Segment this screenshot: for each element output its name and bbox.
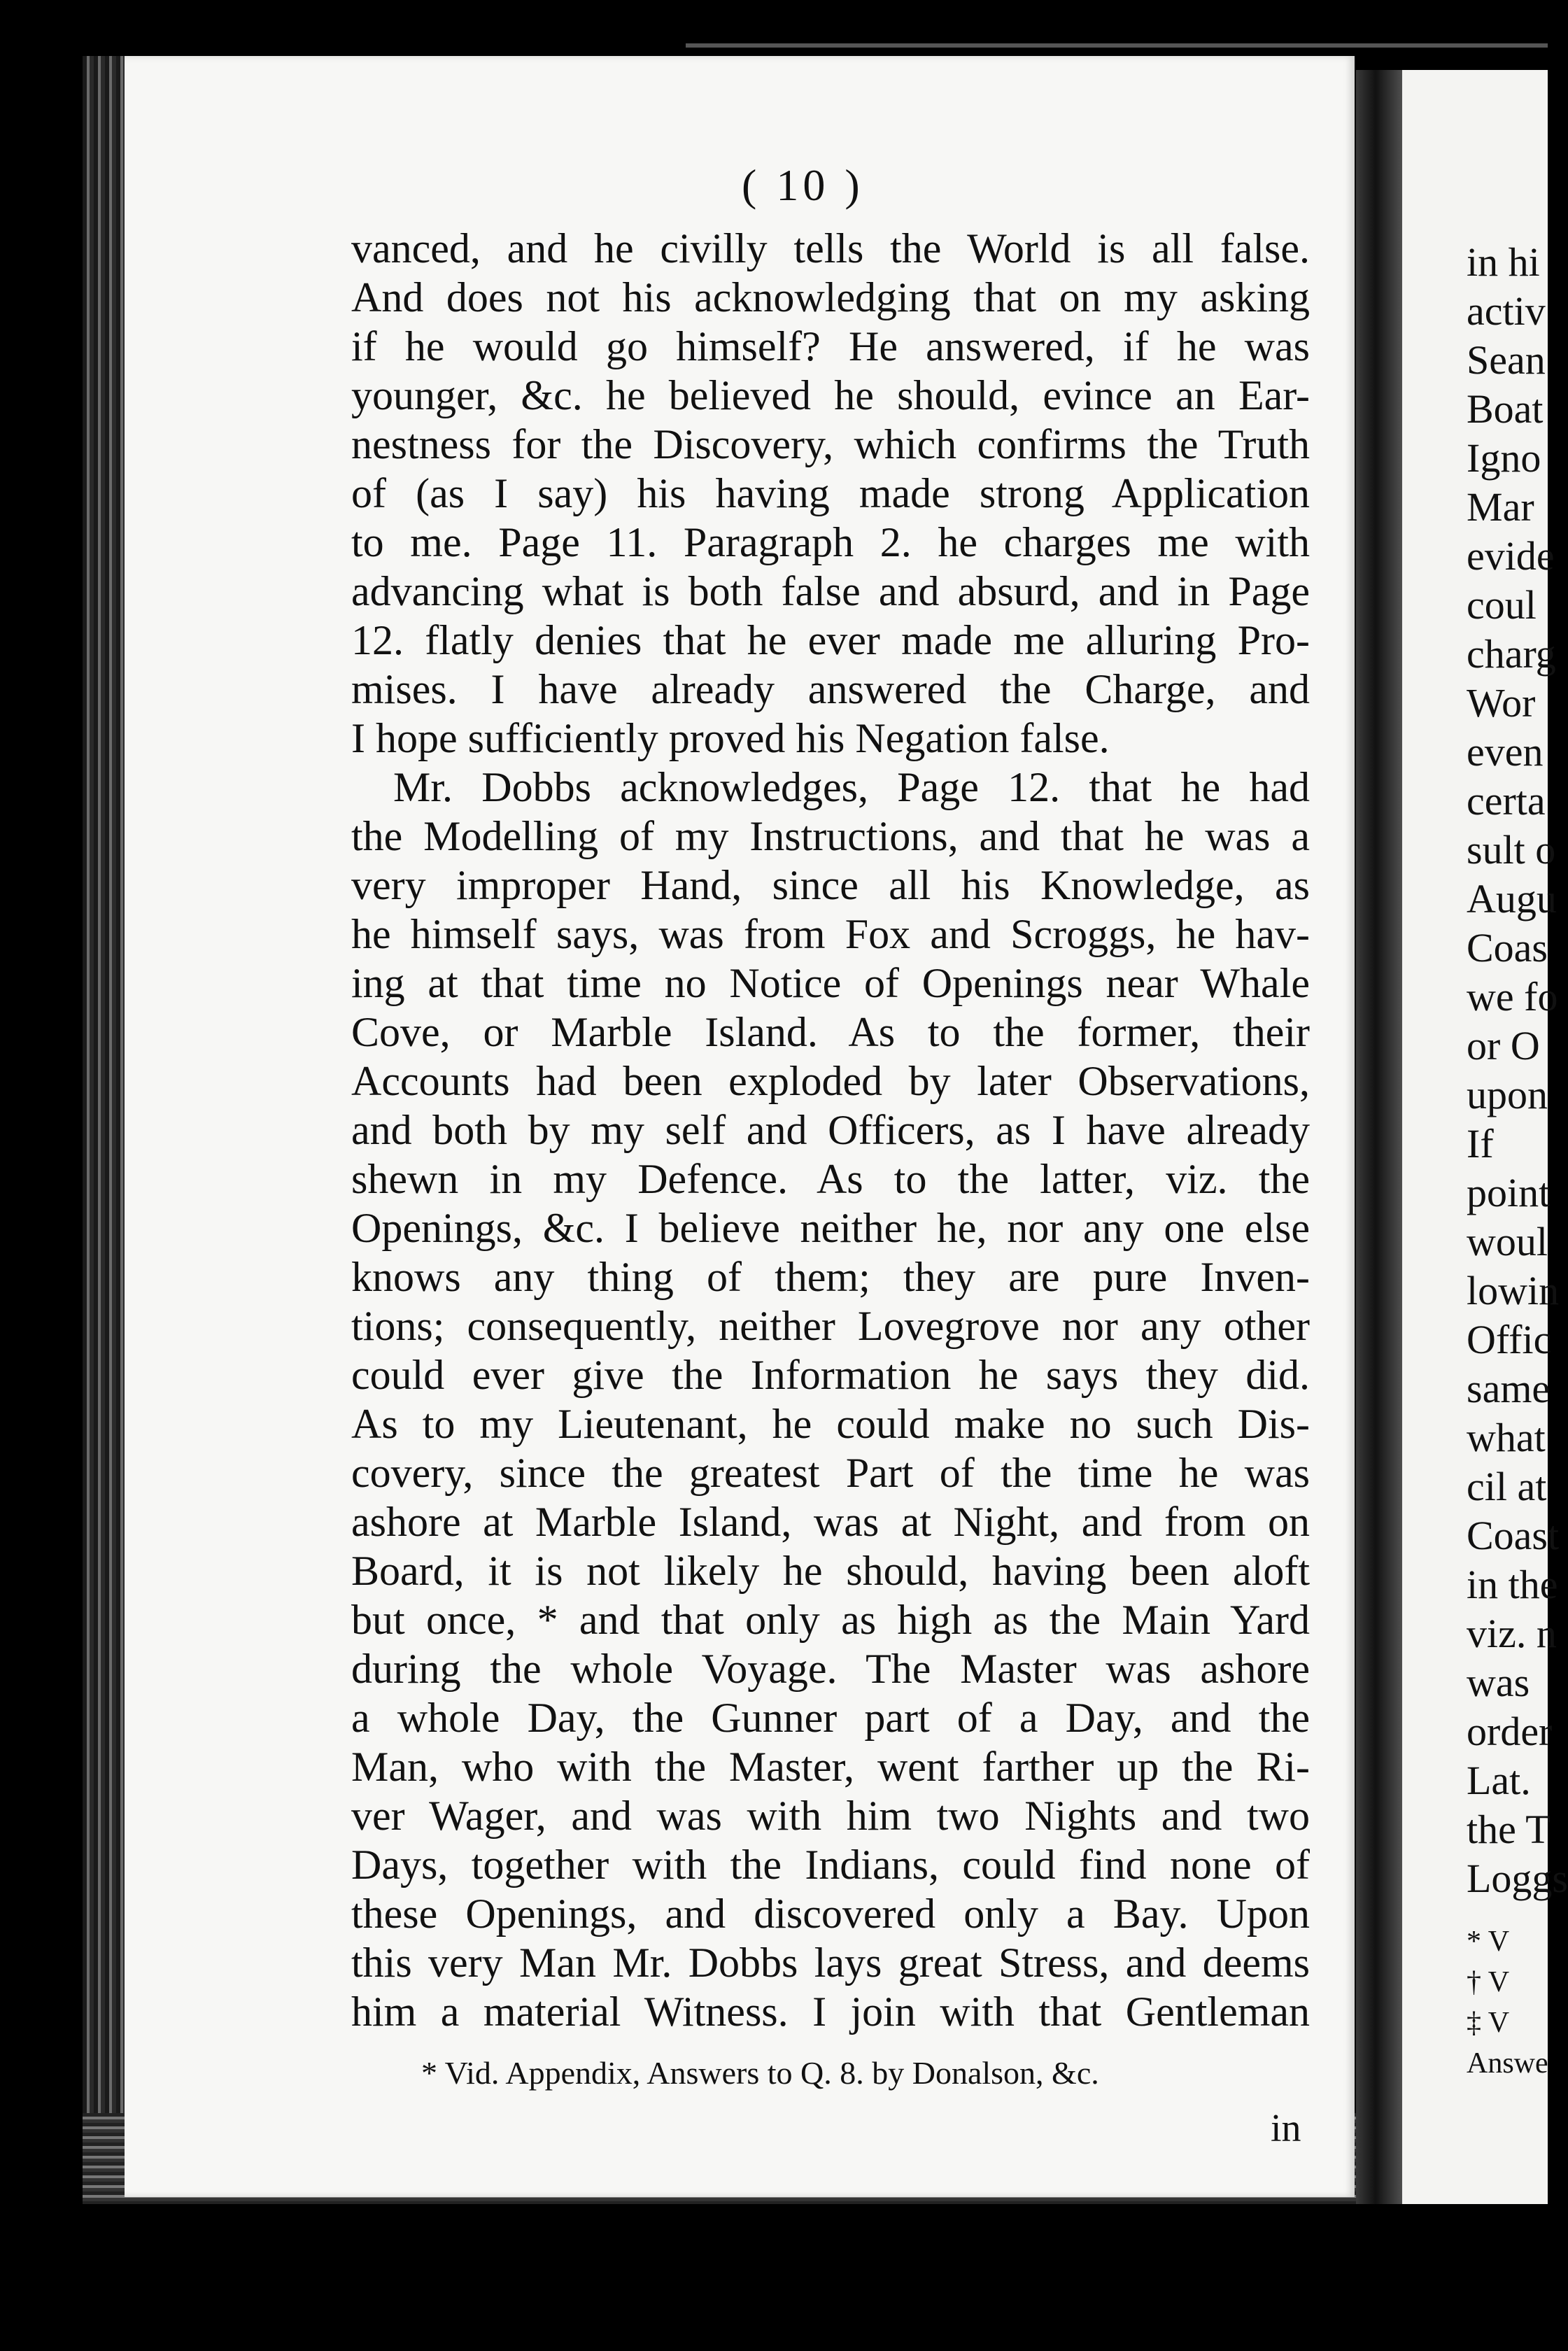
text-line: Days, together with the Indians, could find none of bbox=[351, 1842, 1310, 1888]
text-line: As to my Lieutenant, he could make no such Dis- bbox=[351, 1401, 1310, 1447]
text-line: during the whole Voyage. The Master was ashore bbox=[351, 1646, 1310, 1692]
facing-page-line: Loggs bbox=[1467, 1856, 1568, 1901]
text-line: mises. I have already answered the Charge, and bbox=[351, 666, 1310, 712]
facing-page-line: same bbox=[1467, 1366, 1551, 1411]
text-line: the Modelling of my Instructions, and that he was a bbox=[351, 813, 1310, 859]
text-line: ashore at Marble Island, was at Night, and from on bbox=[351, 1499, 1310, 1545]
text-line: very improper Hand, since all his Knowledge, as bbox=[351, 862, 1310, 908]
facing-page-line: viz. n bbox=[1467, 1611, 1557, 1656]
text-line: vanced, and he civilly tells the World is all false. bbox=[351, 225, 1310, 271]
text-line: to me. Page 11. Paragraph 2. he charges me with bbox=[351, 519, 1310, 565]
page-number: ( 10 ) bbox=[742, 160, 864, 210]
facing-page-line: If bbox=[1467, 1121, 1494, 1166]
facing-page-line: activ bbox=[1467, 288, 1546, 334]
catchword: in bbox=[1271, 2107, 1301, 2150]
top-rule bbox=[686, 43, 1548, 48]
facing-page-note: * V bbox=[1467, 1926, 1510, 1958]
facing-page-line: Wor bbox=[1467, 680, 1536, 726]
facing-page-line: Augu bbox=[1467, 876, 1557, 922]
text-line: Board, it is not likely he should, having been aloft bbox=[351, 1548, 1310, 1594]
text-line: ing at that time no Notice of Openings near Whale bbox=[351, 960, 1310, 1006]
facing-page-line: charg bbox=[1467, 631, 1556, 677]
text-line: these Openings, and discovered only a Bay. Upon bbox=[351, 1891, 1310, 1937]
facing-page-line: certa bbox=[1467, 778, 1546, 824]
facing-page-line: even bbox=[1467, 729, 1544, 775]
facing-page-line: in hi bbox=[1467, 239, 1540, 285]
facing-page-line: we fo bbox=[1467, 974, 1558, 1019]
footnote: * Vid. Appendix, Answers to Q. 8. by Donalson, &c. bbox=[421, 2055, 1099, 2091]
facing-page-line: what bbox=[1467, 1415, 1546, 1460]
facing-page-line: in the bbox=[1467, 1562, 1558, 1607]
facing-page-line: upon bbox=[1467, 1072, 1548, 1117]
facing-page-line: order bbox=[1467, 1709, 1553, 1754]
text-line: and both by my self and Officers, as I have already bbox=[351, 1107, 1310, 1153]
text-line: but once, * and that only as high as the Main Yard bbox=[351, 1597, 1310, 1643]
facing-page-line: Offic bbox=[1467, 1317, 1552, 1362]
facing-page-line: Boat bbox=[1467, 386, 1544, 432]
body-text bbox=[351, 224, 1310, 2036]
facing-page-line: lowin bbox=[1467, 1268, 1560, 1313]
text-line: of (as I say) his having made strong Application bbox=[351, 470, 1310, 516]
facing-page-note: † V bbox=[1467, 1966, 1510, 1998]
text-line: shewn in my Defence. As to the latter, viz. the bbox=[351, 1156, 1310, 1202]
text-line: Man, who with the Master, went farther up the Ri- bbox=[351, 1744, 1310, 1790]
text-line: Cove, or Marble Island. As to the former, their bbox=[351, 1009, 1310, 1055]
text-line: knows any thing of them; they are pure Inven- bbox=[351, 1254, 1310, 1300]
paragraph-start-line: Mr. Dobbs acknowledges, Page 12. that he had bbox=[393, 764, 1310, 810]
facing-page-line: the T bbox=[1467, 1807, 1551, 1852]
facing-page-line: coul bbox=[1467, 582, 1537, 628]
text-line: advancing what is both false and absurd, and in Page bbox=[351, 568, 1310, 614]
text-line: could ever give the Information he says they did. bbox=[351, 1352, 1310, 1398]
text-line: tions; consequently, neither Lovegrove nor any other bbox=[351, 1303, 1310, 1349]
facing-page-line: Sean bbox=[1467, 337, 1546, 383]
text-line: him a material Witness. I join with that Gentleman bbox=[351, 1989, 1310, 2035]
text-line: covery, since the greatest Part of the time he was bbox=[351, 1450, 1310, 1496]
text-line: ver Wager, and was with him two Nights and two bbox=[351, 1793, 1310, 1839]
text-line: if he would go himself? He answered, if he was bbox=[351, 323, 1310, 369]
text-line: he himself says, was from Fox and Scroggs, he hav- bbox=[351, 911, 1310, 957]
text-line: Accounts had been exploded by later Observations, bbox=[351, 1058, 1310, 1104]
text-line: this very Man Mr. Dobbs lays great Stress, and deems bbox=[351, 1940, 1310, 1986]
facing-page-line: Coast bbox=[1467, 1513, 1560, 1558]
facing-page-line: was bbox=[1467, 1660, 1530, 1705]
text-line: nestness for the Discovery, which confirms the Truth bbox=[351, 421, 1310, 467]
text-line: Openings, &c. I believe neither he, nor any one else bbox=[351, 1205, 1310, 1251]
facing-page-line: Coas bbox=[1467, 925, 1548, 970]
book-gutter bbox=[1356, 70, 1405, 2204]
text-line: a whole Day, the Gunner part of a Day, and the bbox=[351, 1695, 1310, 1741]
facing-page-line: Mar bbox=[1467, 484, 1534, 530]
facing-page-line: Igno bbox=[1467, 435, 1541, 481]
facing-page-note: Answe bbox=[1467, 2047, 1548, 2080]
text-line: I hope sufficiently proved his Negation false. bbox=[351, 715, 1110, 761]
facing-page-line: or O bbox=[1467, 1023, 1540, 1068]
text-line: 12. flatly denies that he ever made me alluring Pro- bbox=[351, 617, 1310, 663]
text-line: And does not his acknowledging that on my asking bbox=[351, 274, 1310, 320]
text-line: younger, &c. he believed he should, evince an Ear- bbox=[351, 372, 1310, 418]
facing-page-note: ‡ V bbox=[1467, 2007, 1510, 2039]
facing-page-line: evide bbox=[1467, 533, 1555, 579]
facing-page-line: woul bbox=[1467, 1219, 1548, 1264]
facing-page-line: sult o bbox=[1467, 827, 1556, 873]
facing-page-line: point bbox=[1467, 1170, 1551, 1215]
facing-page-line: Lat. bbox=[1467, 1758, 1531, 1803]
facing-page-line: cil at bbox=[1467, 1464, 1547, 1509]
